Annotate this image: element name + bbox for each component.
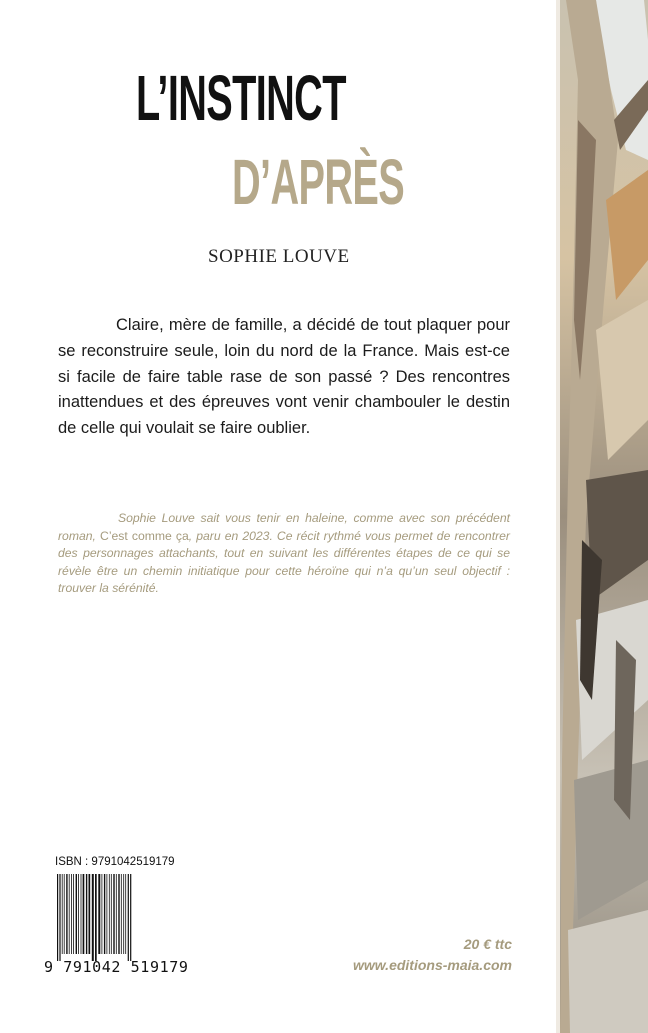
title-line-2: D’APRÈS [232,146,405,218]
title-line-1: L’INSTINCT [136,62,346,134]
barcode-digits: 9 791042 519179 [44,958,189,976]
publisher-website: www.editions-maia.com [353,957,512,973]
watercolor-tree-illustration [556,0,648,1033]
review-paragraph [58,510,510,598]
barcode-icon [55,874,167,961]
review-book-title: C’est comme ça [100,528,189,543]
isbn-label: ISBN : 9791042519179 [55,856,175,868]
review-text-part-2: , paru en 2023. Ce récit rythmé vous permet de rencontrer des personnages attachants, tout en suivant les différentes étapes de ce qui se révèle être un chemin initiatique pour cette héroïne qui n’a qu’un seul objectif : trouver la sérénité. [58,528,510,596]
synopsis-paragraph: Claire, mère de famille, a décidé de tout plaquer pour se reconstruire seule, loin du nord de la France. Mais est-ce si facile de faire table rase de son passé ? Des rencontres inattendues et des épreuves vont venir chambouler le destin de celle qui voulait se faire oublier. [58,316,510,438]
review-text-part-1: Sophie Louve sait vous tenir en haleine, comme avec son précédent roman, [58,511,510,543]
author-name: SOPHIE LOUVE [208,246,350,267]
price-label: 20 € ttc [463,936,512,952]
